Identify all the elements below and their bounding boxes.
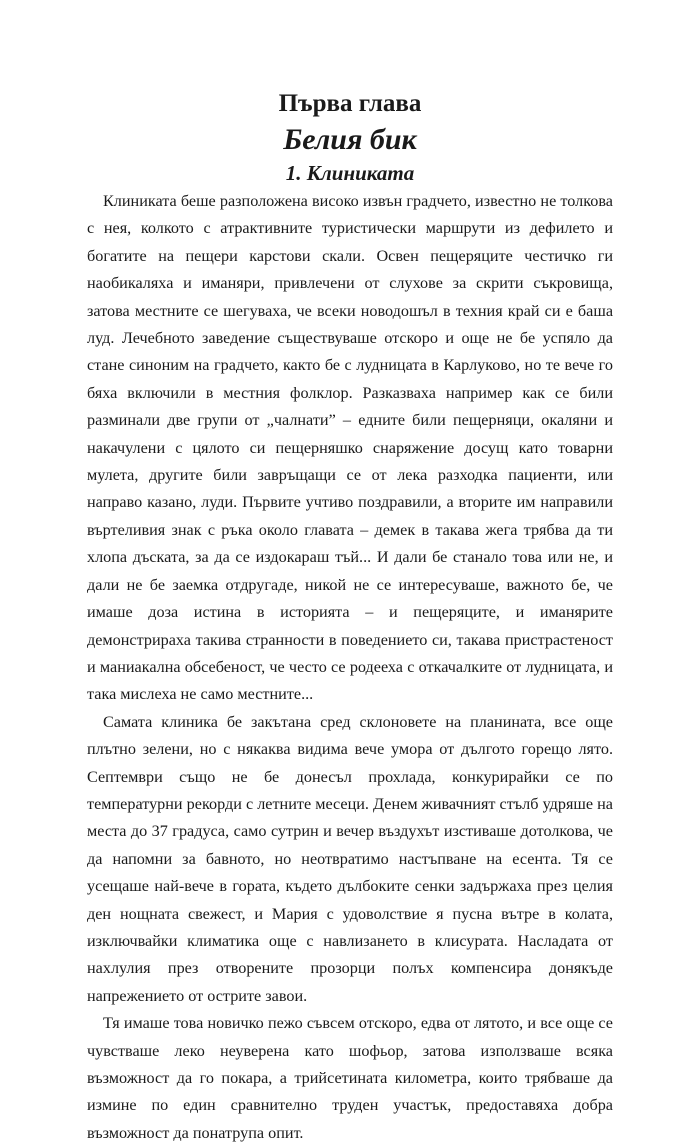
part-title: Първа глава	[278, 90, 422, 117]
body-paragraph: Клиниката беше разположена високо извън градчето, известно не толкова с нея, колкото с атрактивните туристически маршрути из дефилето и богатите на пещери карстови скали. Освен пещеряците честичко ги наобикаляха и иманяри, привлечени от слухове за скрити съкровища, затова местните се шегуваха, че всеки новодошъл в техния край си е баша луд. Лечебното заведение съществуваше отскоро и още не бе успяло да стане синоним на градчето, както бе с лудницата в Карлуково, но те вече го бяха включили в местния фолклор. Разказваха например как се били разминали две групи от „чалнати” – едните били пещерняци, окаляни и накачулени с цялото си пещерняшко снаряжение досущ като товарни мулета, другите били завръщащи се от лека разходка пациенти, или направо казано, луди. Първите учтиво поздравили, а вторите им направили въртеливия знак с ръка около главата – демек в такава жега трябва да ти хлопа дъската, за да се издокараш тъй... И дали бе станало това или не, и дали не бе заемка отдругаде, никой не се интересуваше, важното бе, че имаше доза истина в историята – и пещеряците, и иманярите демонстрираха такива странности в поведението си, такава пристрастеност и маниакална обсебеност, че често се родееха с откачалките от лудницата, и така мислеха не само местните...	[87, 192, 613, 704]
document-page	[87, 86, 613, 1147]
body-paragraph: Тя имаше това новичко пежо съвсем отскоро, едва от лятото, и все още се чувстваше леко неуверена като шофьор, затова използваше всяка възможност да го покара, а трийсетината километра, които трябваше да измине по един сравнително труден участък, предоставяха добра възможност да понатрупа опит.	[87, 1014, 613, 1142]
section-title: 1. Клиниката	[285, 161, 415, 185]
chapter-title: Белия бик	[283, 123, 417, 156]
body-paragraph: Самата клиника бе закътана сред склоновете на планината, все още плътно зелени, но с някаква видима вече умора от дългото горещо лято. Септември също не бе донесъл прохлада, конкурирайки се по температурни рекорди с летните месеци. Денем живачният стълб удряше на места до 37 градуса, само сутрин и вечер въздухът изстиваше дотолкова, че да напомни за бавното, но неотвратимо настъпване на есента. Тя се усещаше най-вече в гората, където дълбоките сенки задържаха през целия ден нощната свежест, и Мария с удоволствие я пусна вътре в колата, изключвайки климатика още с навлизането в клисурата. Насладата от нахлулия през отворените прозорци полъх компенсира донякъде напрежението от острите завои.	[87, 712, 613, 1005]
